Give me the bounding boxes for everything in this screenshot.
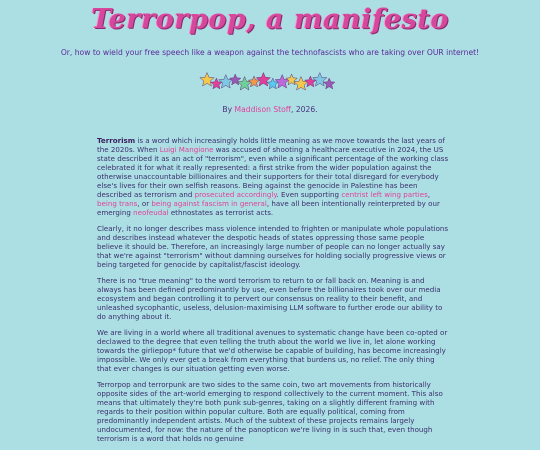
star-icon — [200, 73, 214, 87]
text: , or — [137, 199, 152, 208]
star-divider-icon — [0, 72, 540, 92]
text: , — [427, 190, 431, 199]
star-icon — [323, 78, 334, 89]
star-icon — [313, 73, 327, 87]
paragraph: There is no "true meaning" to the word terrorism to return to or fall back on. Meaning is and always has been defined predominantly by use, even before the billionaires took over our media ecosystem and began controlling it to pervert our consensus on reality to their benefit, and unleashed sycophantic, useless, delusion-maximising LLM software to further erode our ability to do anything about it. — [97, 276, 443, 321]
text: was accused of shooting a healthcare executive in 2024, the US state described it as an act of "terrorism", even while a significant percentage of the working class celebrated it for what it really represented: a first strike from the wider population against the otherwise unaccountable billionaires and their supporters for their total disregard for everybody else's lives for their own selfish reasons. Being against the genocide in Palestine has been described as terrorism and — [97, 145, 449, 199]
author-link[interactable]: Maddison Stoff — [234, 105, 292, 114]
link-luigi-mangione[interactable]: Luigi Mangione — [159, 145, 214, 154]
paragraph: We are living in a world where all traditional avenues to systematic change have been co-opted or declawed to the degree that even telling the truth about the world we live in, let alone working towards the girliepop* future that we'd otherwise be capable of building, has become increasingly impossible. We only ever get a break from everything that burdens us, no relief. The only thing that ever changes is our situation getting even worse. — [97, 328, 448, 373]
page-subtitle: Or, how to wield your free speech like a weapon against the technofascists who are taking over OUR internet! — [60, 48, 480, 57]
paragraph: Clearly, it no longer describes mass violence intended to frighten or manipulate whole populations and describes instead whatever the despotic heads of states oppressing those same people believe it should be. Therefore, an increasingly large number of people can no longer actually say that we're against "terrorism" without damning ourselves for holding socially progressive views or being targeted for genocide by capitalist/fascist ideology. — [97, 224, 449, 269]
link-being-against-fascism[interactable]: being against fascism in general — [151, 199, 267, 208]
text: is a word which increasingly holds little meaning as we move towards the last years of the 2020s. When — [97, 136, 446, 154]
text: ethnostates as terrorist acts. — [168, 208, 274, 217]
paragraph — [97, 136, 449, 217]
byline-prefix: By — [222, 105, 233, 114]
page-title: Terrorpop, a manifesto — [91, 4, 449, 35]
term-terrorism: Terrorism — [97, 136, 136, 145]
link-prosecuted-accordingly[interactable]: prosecuted accordingly — [194, 190, 277, 199]
text: , have all been intentionally reinterpreted by our emerging — [97, 199, 440, 217]
star-icon — [275, 75, 289, 89]
star-icon — [219, 75, 233, 89]
link-being-trans[interactable]: being trans — [97, 199, 138, 208]
article-body — [97, 136, 449, 450]
link-neofeudal[interactable]: neofeudal — [133, 208, 169, 217]
star-icon — [256, 73, 270, 87]
text: . Even supporting — [276, 190, 342, 199]
byline — [0, 105, 540, 114]
paragraph: Terrorpop and terrorpunk are two sides to the same coin, two art movements from historically opposite sides of the art-world emerging to respond collectively to the current moment. This also means that ultimately they're both punk sub-genres, taking on a slightly different framing with regards to their position within popular culture. Both are equally political, coming from predominantly independent artists. Much of the subtext of these projects remains largely undocumented, for now: the nature of the panopticon we're living in is such that, even though terrorism is a word that holds no genuine — [97, 380, 443, 443]
link-centrist-left-wing-parties[interactable]: centrist left wing parties — [341, 190, 428, 199]
byline-suffix: , 2026. — [291, 105, 318, 114]
